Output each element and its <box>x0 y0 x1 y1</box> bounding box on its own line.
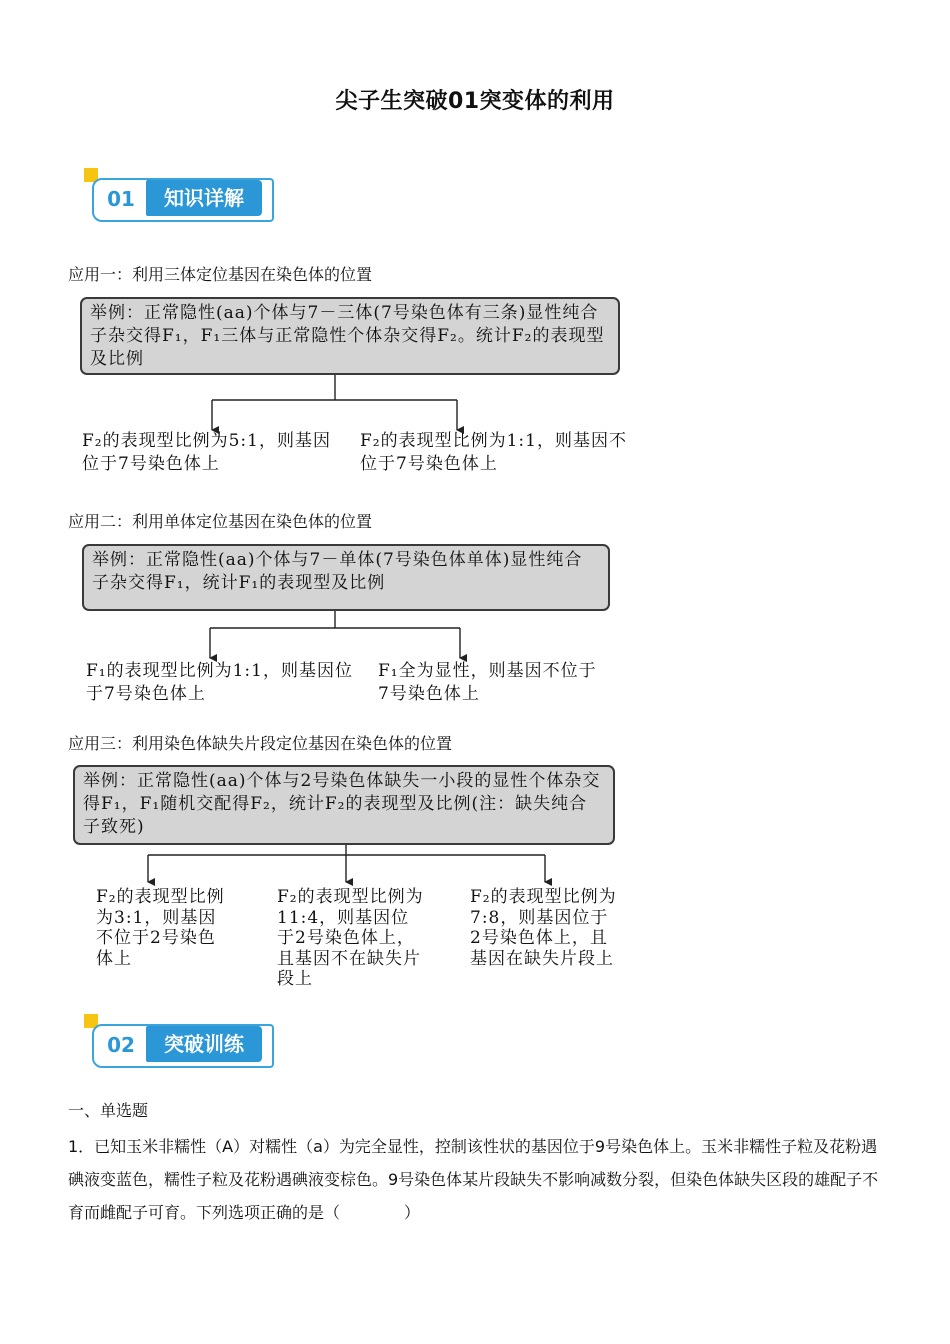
application-3-heading: 应用三：利用染色体缺失片段定位基因在染色体的位置 <box>68 734 453 753</box>
application-3-outcome-middle: F₂的表现型比例为11:4，则基因位于2号染色体上，且基因不在缺失片段上 <box>277 887 424 989</box>
application-2-outcome-right: F₁全为显性，则基因不位于7号染色体上 <box>378 661 597 704</box>
application-1-heading: 应用一：利用三体定位基因在染色体的位置 <box>68 265 373 284</box>
section-badge-training <box>84 1014 274 1072</box>
application-3-outcome-right: F₂的表现型比例为7:8，则基因位于2号染色体上，且基因在缺失片段上 <box>470 887 617 969</box>
question-section-heading: 一、单选题 <box>68 1101 149 1120</box>
question-1-text: 1．已知玉米非糯性（A）对糯性（a）为完全显性，控制该性状的基因位于9号染色体上。玉米非糯性子粒及花粉遇碘液变蓝色，糯性子粒及花粉遇碘液变棕色。9号染色体某片段缺失不影响减数分裂，但染色体缺失区段的雄配子不育而雌配子可育。下列选项正确的是（ ） <box>68 1137 879 1222</box>
application-1-outcome-left: F₂的表现型比例为5:1，则基因位于7号染色体上 <box>82 431 331 474</box>
application-3-outcome-left: F₂的表现型比例为3:1，则基因不位于2号染色体上 <box>96 887 225 969</box>
application-2-outcome-left: F₁的表现型比例为1:1，则基因位于7号染色体上 <box>86 661 353 704</box>
badge-label: 突破训练 <box>146 1026 262 1062</box>
badge-number: 02 <box>107 1033 135 1057</box>
application-2-heading: 应用二：利用单体定位基因在染色体的位置 <box>68 512 373 531</box>
badge-number: 01 <box>107 187 135 211</box>
application-1-outcome-right: F₂的表现型比例为1:1，则基因不位于7号染色体上 <box>360 431 627 474</box>
application-2-example-box: 举例：正常隐性(aa)个体与7－单体(7号染色体单体)显性纯合子杂交得F₁，统计F₁的表现型及比例 <box>82 544 610 611</box>
application-1-example-box: 举例：正常隐性(aa)个体与7－三体(7号染色体有三条)显性纯合子杂交得F₁，F₁三体与正常隐性个体杂交得F₂。统计F₂的表现型及比例 <box>80 297 620 375</box>
application-3-example-box: 举例：正常隐性(aa)个体与2号染色体缺失一小段的显性个体杂交得F₁，F₁随机交配得F₂，统计F₂的表现型及比例(注：缺失纯合子致死) <box>73 765 615 845</box>
badge-label: 知识详解 <box>146 180 262 216</box>
page-title: 尖子生突破01突变体的利用 <box>335 89 615 114</box>
